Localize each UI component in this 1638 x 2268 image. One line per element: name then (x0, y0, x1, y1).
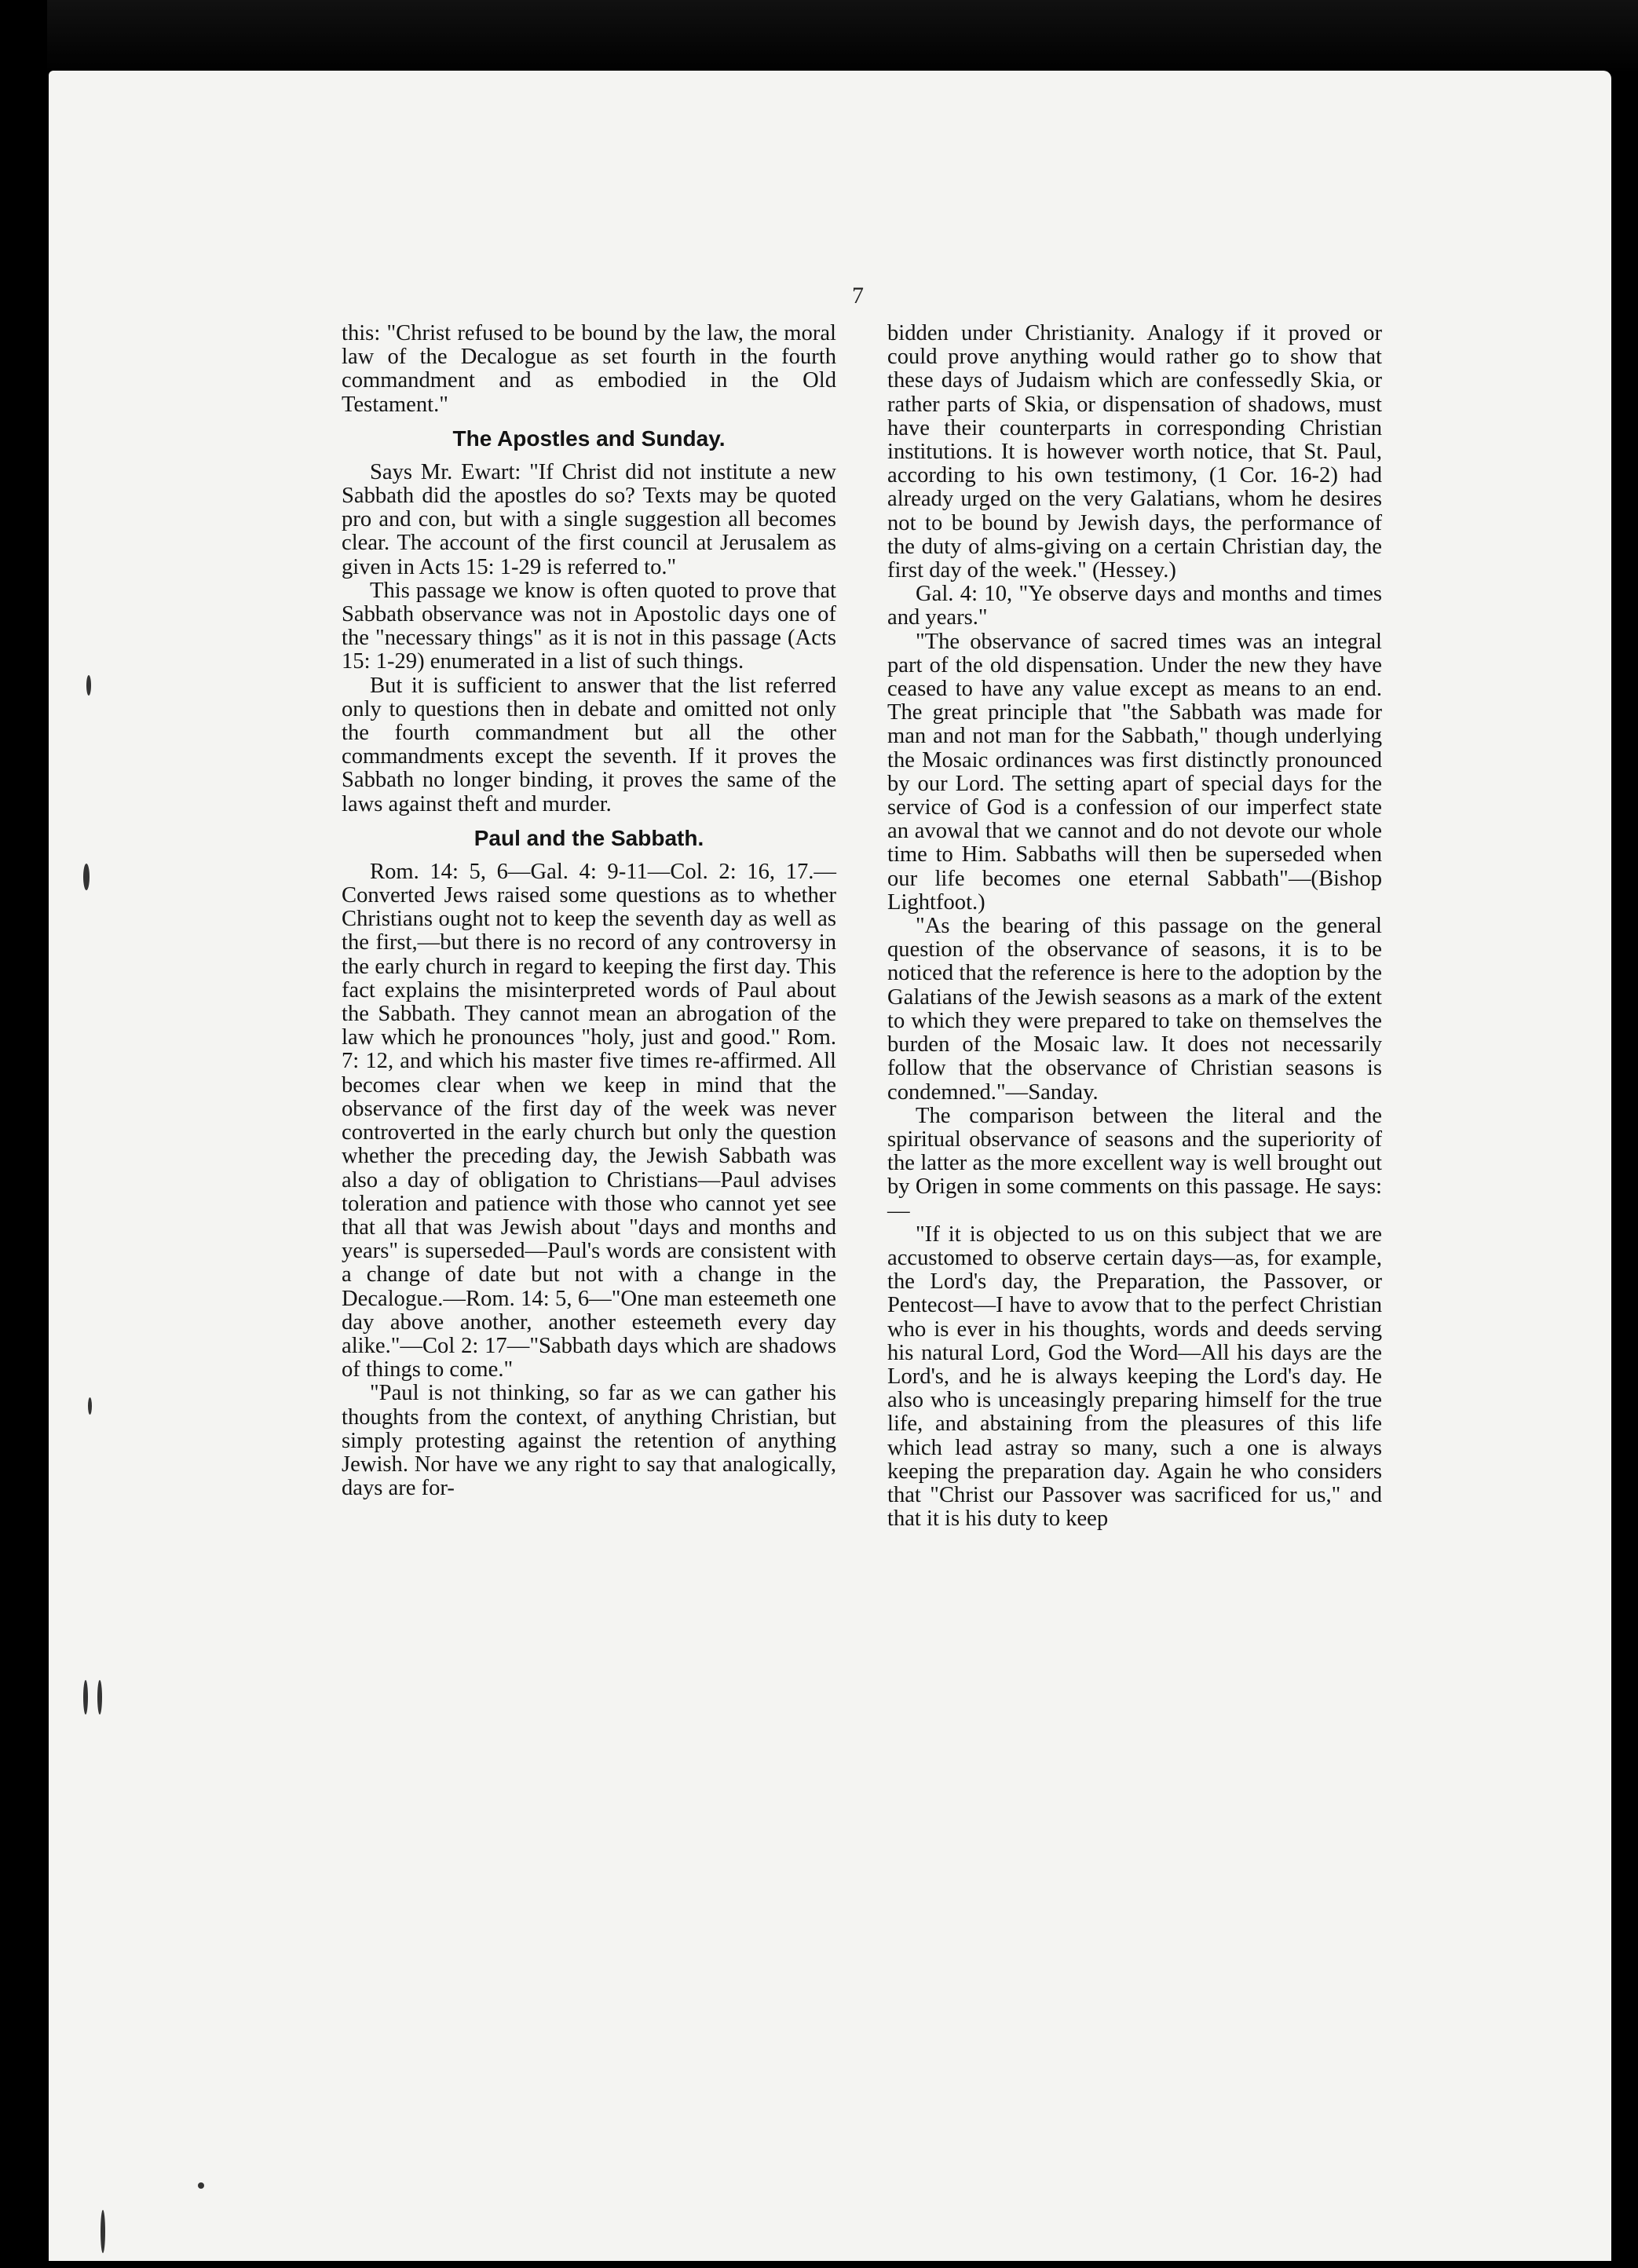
paragraph: But it is sufficient to answer that the list referred only to questions then in debate and omitted not only the fourth commandment but all the other commandments except the seventh. If it proves the Sabbath no longer binding, it proves the same of the laws against theft and murder. (342, 673, 836, 816)
paragraph: "Paul is not thinking, so far as we can gather his thoughts from the context, of anything Christian, but simply protesting against the retention of anything Jewish. Nor have we any right to say that analogically, days are for- (342, 1381, 836, 1501)
paragraph: The comparison between the literal and the spiritual observance of seasons and the superiority of the latter as the more excellent way is well brought out by Origen in some comments on this passage. He says:— (887, 1103, 1382, 1223)
margin-speck (88, 1397, 92, 1415)
margin-speck (198, 2182, 204, 2189)
film-border-top (0, 0, 1638, 75)
paragraph: "As the bearing of this passage on the general question of the observance of seasons, it is to be noticed that the reference is here to the adoption by the Galatians of the Jewish seasons as a mark of the extent to which they were prepared to take on themselves the burden of the Mosaic law. It does not necessarily follow that the observance of Christian seasons is condemned."—Sanday. (887, 914, 1382, 1105)
margin-speck (83, 864, 90, 890)
margin-speck (83, 1680, 88, 1715)
margin-speck (86, 675, 91, 696)
right-column (887, 322, 1382, 1531)
paragraph: This passage we know is often quoted to prove that Sabbath observance was not in Apostolic days one of the "necessary things" as it is not in this passage (Acts 15: 1-29) enumerated in a list of such things. (342, 578, 836, 674)
left-column (342, 322, 836, 1500)
section-heading: Paul and the Sabbath. (473, 825, 704, 850)
section-heading: The Apostles and Sunday. (452, 425, 726, 451)
page-number: 7 (852, 283, 864, 309)
paragraph: bidden under Christianity. Analogy if it proved or could prove anything would rather go to show that these days of Judaism which are confessedly Skia, or rather parts of Skia, or dispensation of shadows, must have their counterparts in corresponding Christian institutions. It is however worth notice, that St. Paul, according to his own testimony, (1 Cor. 16-2) had already urged on the very Galatians, whom he desires not to be bound by Jewish days, the performance of the duty of alms-giving on a certain Christian day, the first day of the week." (Hessey.) (887, 321, 1382, 583)
paragraph: "The observance of sacred times was an integral part of the old dispensation. Under the new they have ceased to have any value except as means to an end. The great principle that "the Sabbath was made for man and not man for the Sabbath," though underlying the Mosaic ordinances was first distinctly pronounced by our Lord. The setting apart of special days for the service of God is a confession of our imperfect state an avowal that we cannot and do not devote our whole time to Him. Sabbaths will then be superseded when our life becomes one eternal Sabbath"—(Bishop Lightfoot.) (887, 629, 1382, 915)
margin-speck (101, 2210, 105, 2253)
paragraph: "If it is objected to us on this subject that we are accustomed to observe certain days—as, for example, the Lord's day, the Preparation, the Passover, or Pentecost—I have to avow that to the perfect Christian who is ever in his thoughts, words and deeds serving his natural Lord, God the Word—All his days are the Lord's, and he is always keeping the Lord's day. He also who is unceasingly preparing himself for the true life, and abstaining from the pleasures of this life which lead astray so many, such a one is always keeping the preparation day. Again he who considers that "Christ our Passover was sacrificed for us," and that it is his duty to keep (887, 1222, 1382, 1532)
margin-speck (97, 1680, 102, 1715)
paragraph: Says Mr. Ewart: "If Christ did not institute a new Sabbath did the apostles do so? Texts may be quoted pro and con, but with a single suggestion all becomes clear. The account of the first council at Jerusalem as given in Acts 15: 1-29 is referred to." (342, 459, 836, 579)
film-border-left (0, 0, 47, 2268)
paragraph: Rom. 14: 5, 6—Gal. 4: 9-11—Col. 2: 16, 17.—Converted Jews raised some questions as to whether Christians ought not to keep the seventh day as well as the first,—but there is no record of any controversy in the early church in regard to keeping the first day. This fact explains the misinterpreted words of Paul about the Sabbath. They cannot mean an abrogation of the law which he pronounces "holy, just and good." Rom. 7: 12, and which his master five times re-affirmed. All becomes clear when we keep in mind that the observance of the first day of the week was never controverted in the early church but only the question whether the preceding day, the Jewish Sabbath was also a day of obligation to Christians—Paul advises toleration and patience with those who cannot yet see that all that was Jewish about "days and months and years" is superseded—Paul's words are consistent with a change of date but not with a change in the Decalogue.—Rom. 14: 5, 6—"One man esteemeth one day above another, another esteemeth every day alike."—Col 2: 17—"Sabbath days which are shadows of things to come." (342, 859, 836, 1382)
paragraph: Gal. 4: 10, "Ye observe days and months and times and years." (887, 582, 1382, 630)
paragraph: this: "Christ refused to be bound by the law, the moral law of the Decalogue as set fourth in the fourth commandment and as embodied in the Old Testament." (342, 321, 836, 417)
